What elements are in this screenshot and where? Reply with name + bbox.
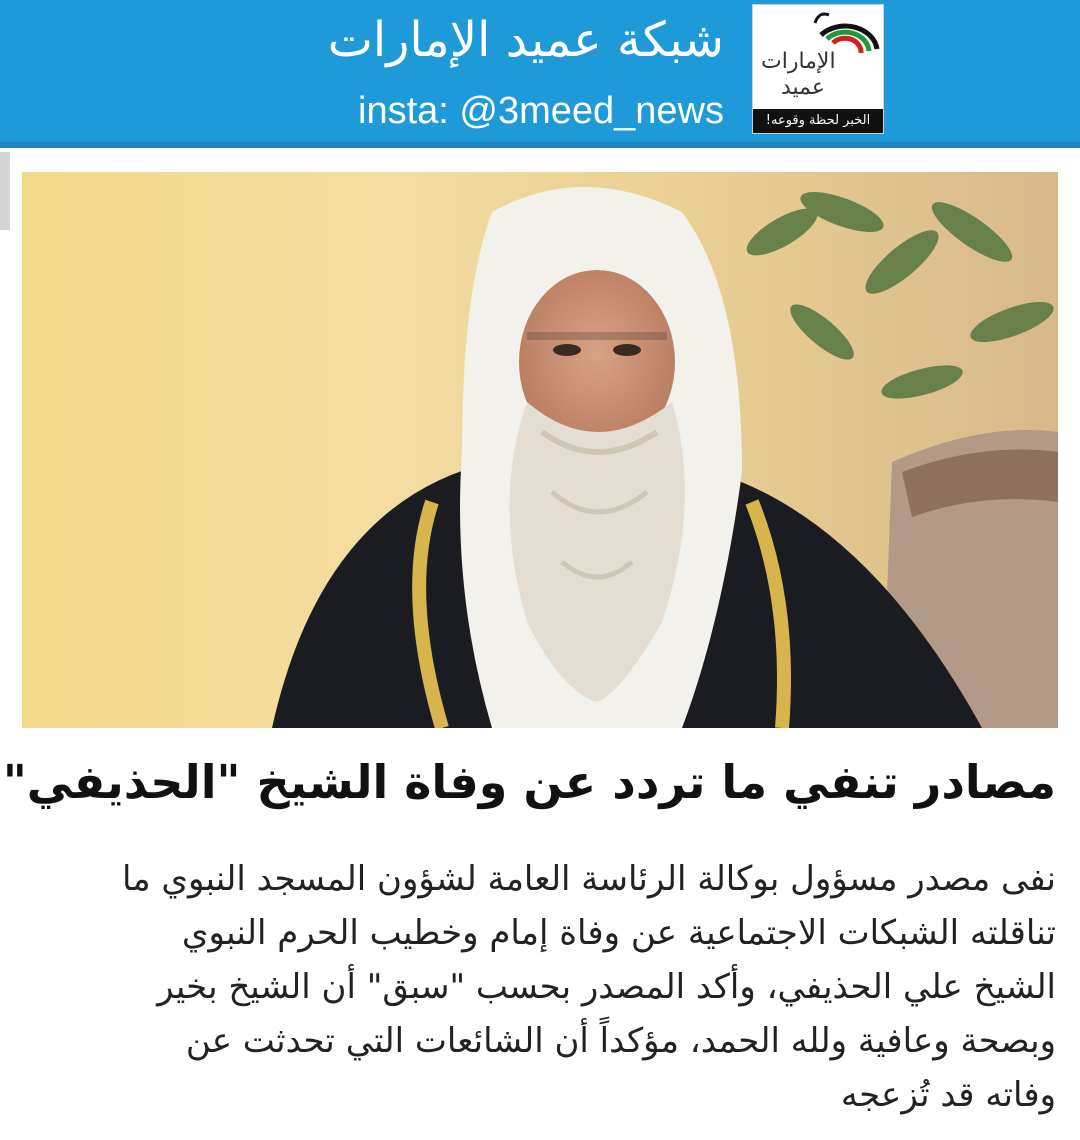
article-body-line: وبصحة وعافية ولله الحمد، مؤكداً أن الشائعات التي تحدثت عن xyxy=(185,1021,1056,1061)
app-header xyxy=(0,0,1080,142)
site-title: شبكة عميد الإمارات xyxy=(327,12,724,68)
article-headline: مصادر تنفي ما تردد عن وفاة الشيخ "الحذيفي" xyxy=(2,755,1056,809)
article-body xyxy=(36,852,1056,1122)
article-body-line: تناقلته الشبكات الاجتماعية عن وفاة إمام وخطيب الحرم النبوي xyxy=(181,913,1056,953)
article-body-line: الشيخ علي الحذيفي، وأكد المصدر بحسب "سبق" أن الشيخ بخير xyxy=(157,967,1056,1007)
logo-word-emirates: الإمارات xyxy=(761,49,836,74)
sheikh-portrait-image xyxy=(22,172,1058,728)
scroll-indicator[interactable] xyxy=(0,152,10,230)
logo-word-ameed: عميد xyxy=(781,75,826,100)
logo-tagline: الخبر لحظة وقوعه! xyxy=(753,109,883,133)
site-logo xyxy=(752,4,884,134)
article-body-line: وفاته قد تُزعجه xyxy=(840,1075,1056,1115)
header-border xyxy=(0,142,1080,148)
article-body-line: نفى مصدر مسؤول بوكالة الرئاسة العامة لشؤون المسجد النبوي ما xyxy=(121,859,1056,899)
instagram-handle[interactable]: insta: @3meed_news xyxy=(358,90,724,132)
article-photo xyxy=(22,172,1058,728)
